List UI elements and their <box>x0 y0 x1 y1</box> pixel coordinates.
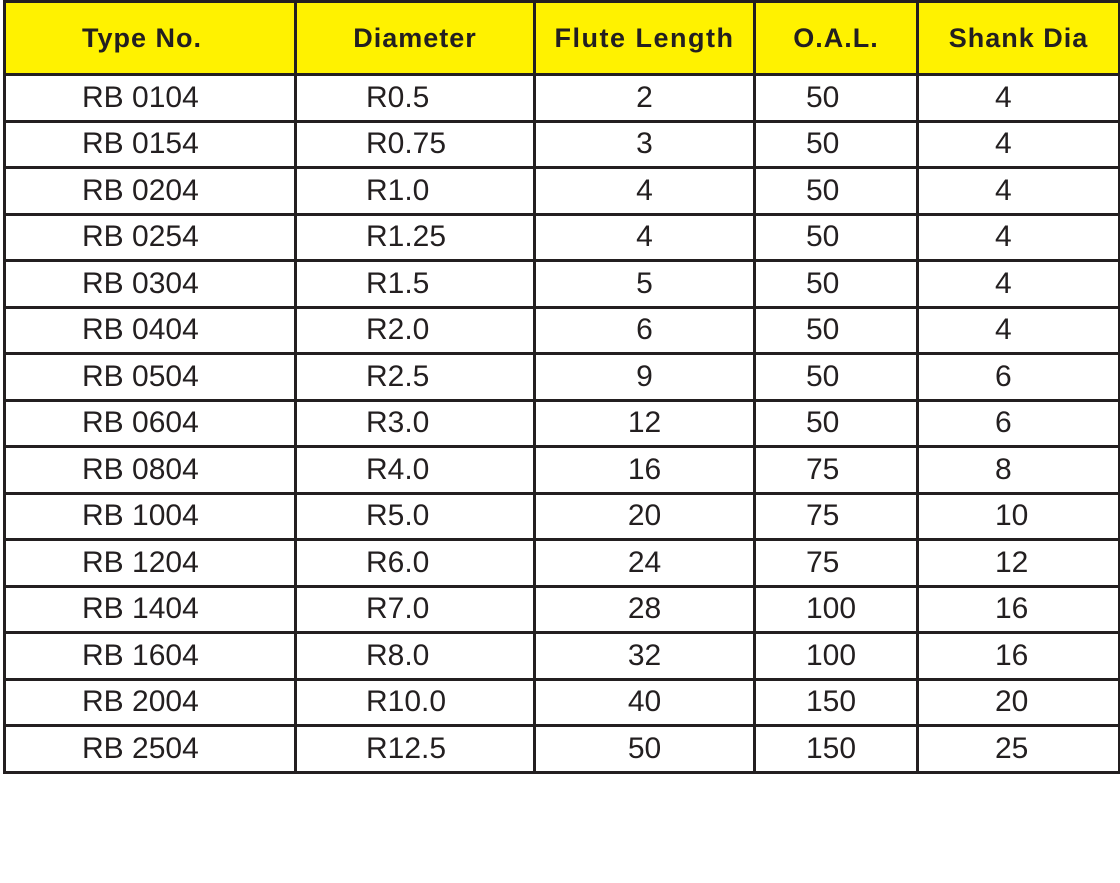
table-row <box>5 726 1120 773</box>
cell-oal: 100 <box>755 586 918 633</box>
cell-type-no: RB 1404 <box>5 586 296 633</box>
table-body <box>5 75 1120 773</box>
table-row <box>5 307 1120 354</box>
cell-flute-length: 24 <box>535 540 755 587</box>
cell-oal: 50 <box>755 121 918 168</box>
table-row <box>5 75 1120 122</box>
cell-shank-dia: 10 <box>918 493 1120 540</box>
cell-oal: 50 <box>755 214 918 261</box>
cell-diameter: R7.0 <box>296 586 535 633</box>
cell-flute-length: 5 <box>535 261 755 308</box>
cell-diameter: R10.0 <box>296 679 535 726</box>
table-row <box>5 633 1120 680</box>
cell-diameter: R1.5 <box>296 261 535 308</box>
cell-diameter: R8.0 <box>296 633 535 680</box>
cell-diameter: R2.5 <box>296 354 535 401</box>
table-row <box>5 400 1120 447</box>
header-oal: O.A.L. <box>755 2 918 75</box>
cell-oal: 50 <box>755 168 918 215</box>
cell-oal: 150 <box>755 726 918 773</box>
table-row <box>5 679 1120 726</box>
cell-type-no: RB 0604 <box>5 400 296 447</box>
cell-flute-length: 28 <box>535 586 755 633</box>
cell-shank-dia: 8 <box>918 447 1120 494</box>
cell-shank-dia: 6 <box>918 400 1120 447</box>
cell-shank-dia: 4 <box>918 214 1120 261</box>
cell-oal: 100 <box>755 633 918 680</box>
cell-flute-length: 12 <box>535 400 755 447</box>
cell-oal: 75 <box>755 447 918 494</box>
cell-shank-dia: 12 <box>918 540 1120 587</box>
cell-shank-dia: 4 <box>918 75 1120 122</box>
cell-type-no: RB 2504 <box>5 726 296 773</box>
table-row <box>5 447 1120 494</box>
cell-diameter: R1.0 <box>296 168 535 215</box>
cell-type-no: RB 0204 <box>5 168 296 215</box>
cell-shank-dia: 4 <box>918 261 1120 308</box>
cell-oal: 50 <box>755 75 918 122</box>
cell-diameter: R12.5 <box>296 726 535 773</box>
cell-type-no: RB 1204 <box>5 540 296 587</box>
header-flute-length: Flute Length <box>535 2 755 75</box>
header-shank-dia: Shank Dia <box>918 2 1120 75</box>
cell-diameter: R0.5 <box>296 75 535 122</box>
cell-oal: 150 <box>755 679 918 726</box>
cell-flute-length: 4 <box>535 214 755 261</box>
table-row <box>5 261 1120 308</box>
table-row <box>5 586 1120 633</box>
table-row <box>5 168 1120 215</box>
header-row <box>5 2 1120 75</box>
cell-shank-dia: 20 <box>918 679 1120 726</box>
cell-diameter: R1.25 <box>296 214 535 261</box>
cell-flute-length: 4 <box>535 168 755 215</box>
cell-type-no: RB 2004 <box>5 679 296 726</box>
cell-type-no: RB 1604 <box>5 633 296 680</box>
cell-shank-dia: 6 <box>918 354 1120 401</box>
table-row <box>5 214 1120 261</box>
cell-flute-length: 2 <box>535 75 755 122</box>
cell-diameter: R6.0 <box>296 540 535 587</box>
cell-type-no: RB 1004 <box>5 493 296 540</box>
cell-type-no: RB 0254 <box>5 214 296 261</box>
cell-shank-dia: 16 <box>918 633 1120 680</box>
cell-flute-length: 20 <box>535 493 755 540</box>
cell-diameter: R4.0 <box>296 447 535 494</box>
cell-oal: 75 <box>755 493 918 540</box>
cell-type-no: RB 0154 <box>5 121 296 168</box>
header-diameter: Diameter <box>296 2 535 75</box>
cell-shank-dia: 4 <box>918 168 1120 215</box>
cell-type-no: RB 0104 <box>5 75 296 122</box>
cell-diameter: R0.75 <box>296 121 535 168</box>
cell-oal: 50 <box>755 261 918 308</box>
cell-diameter: R2.0 <box>296 307 535 354</box>
cell-flute-length: 3 <box>535 121 755 168</box>
cell-type-no: RB 0804 <box>5 447 296 494</box>
header-type-no: Type No. <box>5 2 296 75</box>
cell-flute-length: 16 <box>535 447 755 494</box>
table-row <box>5 121 1120 168</box>
cell-oal: 50 <box>755 307 918 354</box>
cell-shank-dia: 4 <box>918 121 1120 168</box>
cell-oal: 75 <box>755 540 918 587</box>
cell-oal: 50 <box>755 354 918 401</box>
cell-flute-length: 6 <box>535 307 755 354</box>
table-row <box>5 540 1120 587</box>
cell-flute-length: 40 <box>535 679 755 726</box>
cell-shank-dia: 16 <box>918 586 1120 633</box>
cell-type-no: RB 0504 <box>5 354 296 401</box>
table-row <box>5 493 1120 540</box>
cell-flute-length: 50 <box>535 726 755 773</box>
cell-shank-dia: 25 <box>918 726 1120 773</box>
spec-table <box>3 0 1120 774</box>
cell-type-no: RB 0304 <box>5 261 296 308</box>
cell-flute-length: 9 <box>535 354 755 401</box>
cell-oal: 50 <box>755 400 918 447</box>
cell-type-no: RB 0404 <box>5 307 296 354</box>
cell-shank-dia: 4 <box>918 307 1120 354</box>
cell-diameter: R3.0 <box>296 400 535 447</box>
cell-flute-length: 32 <box>535 633 755 680</box>
cell-diameter: R5.0 <box>296 493 535 540</box>
table-row <box>5 354 1120 401</box>
